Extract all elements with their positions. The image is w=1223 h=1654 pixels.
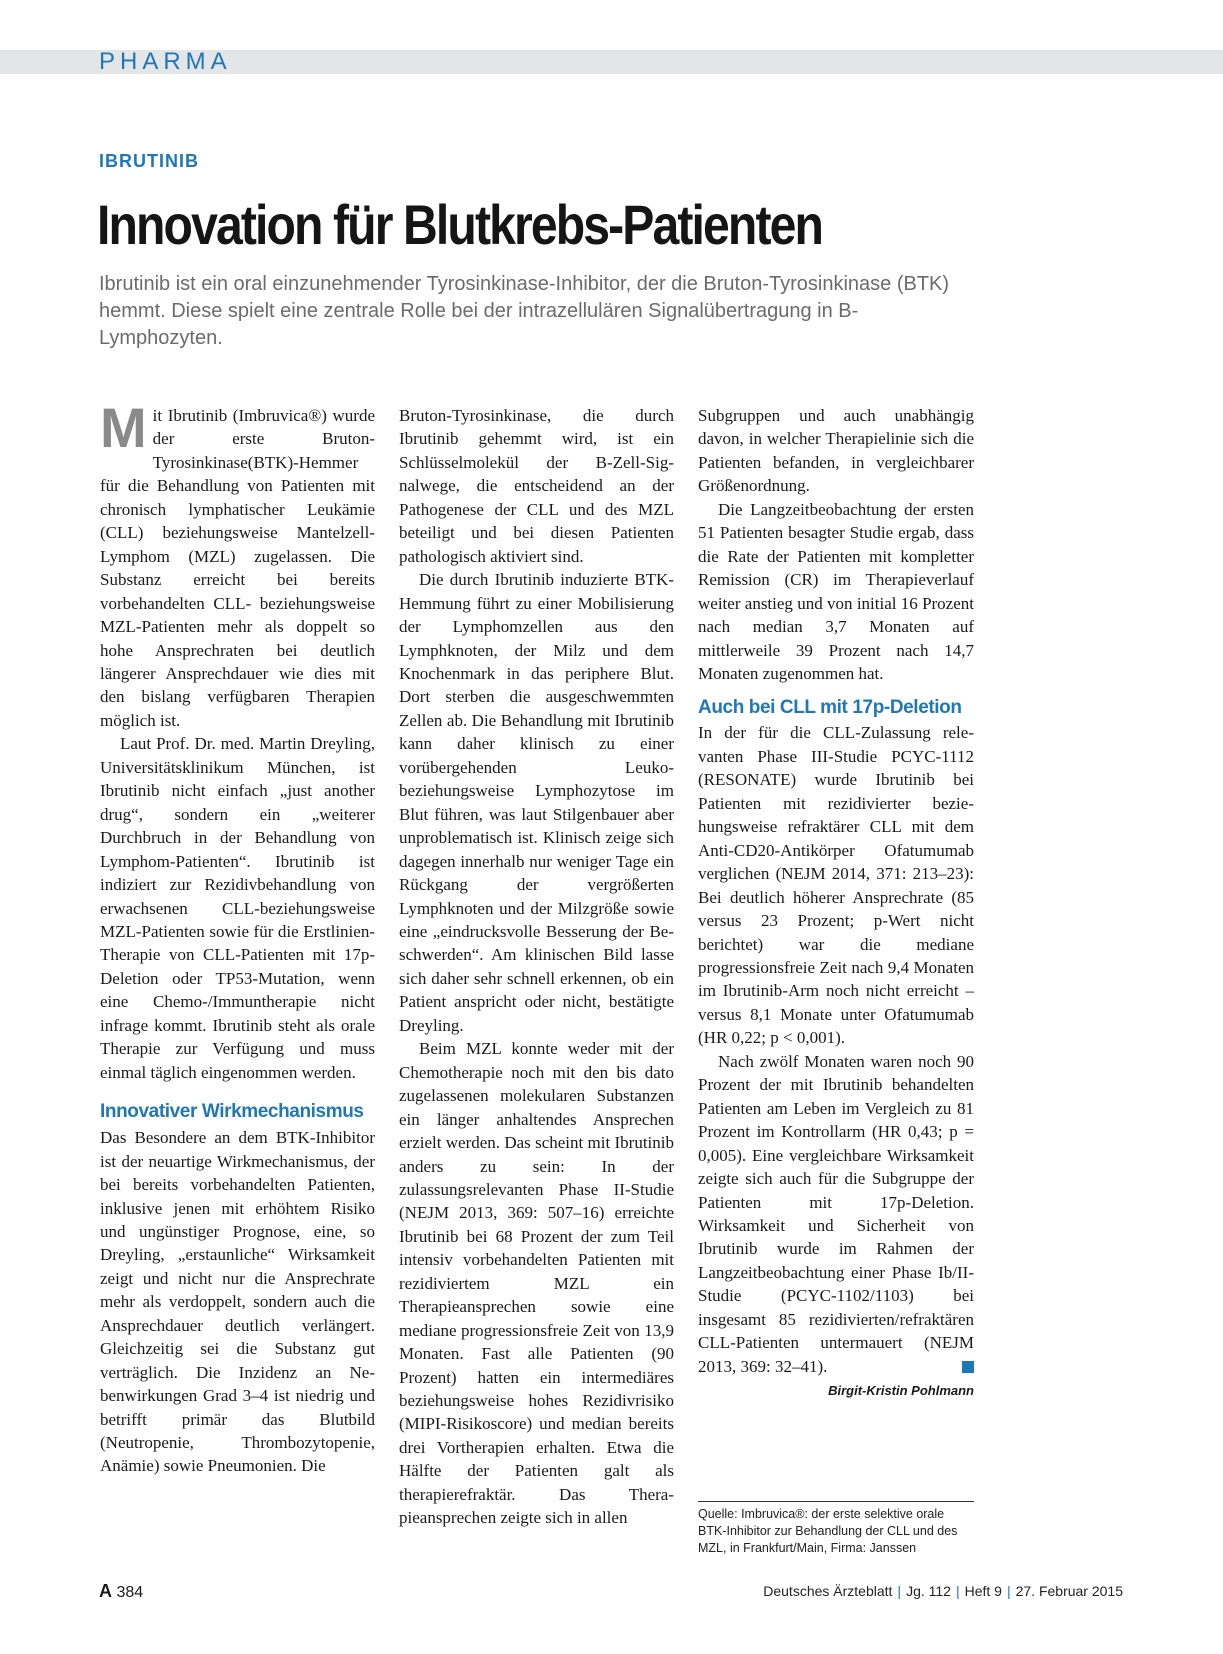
- end-mark-icon: [962, 1361, 974, 1373]
- journal-issue: Heft 9: [964, 1583, 1002, 1599]
- drop-cap: M: [100, 396, 147, 459]
- journal-volume: Jg. 112: [906, 1583, 951, 1599]
- page-number-value: 384: [116, 1584, 144, 1601]
- journal-date: 27. Februar 2015: [1015, 1583, 1123, 1599]
- paragraph-1-text: it Ibrutinib (Imbruvica®) wurde der erste Bruton-Tyrosinkinase(BTK)-Hemmer für die Behandlung von Patienten mit chronisch lymphatischer Leukämie (CLL) beziehungsweise Mantelzell-Lymphom (MZL) zugelassen. Die Substanz erreicht bei bereits vorbehandelten CLL- beziehungsweise MZL-Patienten mehr als doppelt so hohe Ansprechraten bei deutlich längerer Ansprechdauer wie dies mit den bislang verfügbaren Therapien möglich ist.: [100, 406, 375, 730]
- paragraph-8-text: Nach zwölf Monaten waren noch 90 Prozent der mit Ibrutinib behandelten Patienten am Leben im Vergleich zu 81 Prozent im Kontrollarm (HR 0,43; p = 0,005). Eine vergleichbare Wirksamkeit zeigte sich auch für die Subgruppe der Patienten mit 17p-Deletion. Wirksamkeit und Sicherheit von Ibrutinib wurde im Rahmen der Langzeitbeobachtung einer Phase Ib/II-Studie (PCYC-1102/1103) bei insgesamt 85 rezidivierten/refraktären CLL-Patienten untermauert (NEJM 2013, 369: 32–41).: [698, 1051, 974, 1376]
- source-note: Quelle: Imbruvica®: der erste selektive orale BTK-Inhibitor zur Behandlung der CLL und des MZL, in Frankfurt/Main, Firma: Janssen: [698, 1501, 974, 1557]
- paragraph-3-continued: Bruton-Tyrosinkinase, die durch Ibrutinib gehemmt wird, ist ein Schlüsselmolekül der B-Zell-Signalwege, die entscheidend an der Pathogenese der CLL und des MZL beteiligt und bei diesen Patienten pathologisch aktiviert sind.: [399, 406, 674, 566]
- footer-separator: |: [955, 1583, 960, 1599]
- article-headline: Innovation für Blutkrebs-Patienten: [97, 193, 823, 256]
- paragraph-8: [698, 1050, 974, 1378]
- page-number: [99, 1581, 143, 1602]
- footer-separator: |: [1006, 1583, 1011, 1599]
- paragraph-4: Die durch Ibrutinib induzierte BTK-Hemmung führt zu einer Mobilisierung der Lymphomzellen aus den Lymphknoten, der Milz und dem Knochenmark in das periphere Blut. Dort sterben die ausgeschwemmten Zellen ab. Die Behandlung mit Ibrutinib kann daher klinisch zu einer vorübergehenden Leuko- beziehungsweise Lymphozytose im Blut führen, was laut Stilgenbauer aber unproblematisch ist. Klinisch zeige sich dagegen innerhalb nur weniger Tage ein Rückgang der vergrößerten Lymphknoten und der Milzgröße sowie eine „eindrucksvolle Besserung der Beschwerden“. Am klinischen Bild lasse sich daher sehr schnell erkennen, ob ein Patient anspricht oder nicht, bestätigte Dreyling.: [399, 570, 674, 1035]
- subhead-wirkmechanismus: Innovativer Wirkmechanismus: [100, 1101, 364, 1123]
- paragraph-5: Beim MZL konnte weder mit der Chemotherapie noch mit den bis dato zugelassenen molekularen Substanzen ein länger anhaltendes Ansprechen erzielt werden. Das scheint mit Ibrutinib anders zu sein: In der zulassungsrelevanten Phase II-Studie (NEJM 2013, 369: 507–16) erreichte Ibrutinib bei 68 Prozent der zum Teil intensiv vorbehandelten Patienten mit rezidiviertem MZL ein Therapieansprechen sowie eine mediane progressionsfreie Zeit von 13,9 Monaten. Fast alle Patienten (90 Prozent) hatten ein intermediäres beziehungsweise hohes Rezidivrisiko (MIPI-Risikoscore) und median bereits drei Vortherapien erhalten. Etwa die Hälfte der Patienten galt als therapierefraktär. Das Therapieansprechen zeigte sich in allen: [399, 1039, 674, 1528]
- author-byline: Birgit-Kristin Pohlmann: [828, 1383, 974, 1399]
- article-column-3: [698, 404, 974, 1401]
- journal-footer: [763, 1583, 1123, 1599]
- article-column-2: [399, 404, 674, 1530]
- article-column-1: [100, 396, 375, 1478]
- article-lead: Ibrutinib ist ein oral einzunehmender Tyrosinkinase-Inhibitor, der die Bruton-Tyrosinkinase (BTK) hemmt. Diese spielt eine zentrale Rolle bei der intrazellulären Signalübertragung in B-Lymphozyten.: [99, 273, 950, 349]
- paragraph-7: In der für die CLL-Zulassung relevanten Phase III-Studie PCYC-1112 (RESONATE) wurde Ibrutinib bei Patienten mit rezidivierter beziehungsweise refraktärer CLL mit dem Anti-CD20-Antikörper Ofatumumab verglichen (NEJM 2014, 371: 213–23): Bei deutlich höherer Ansprechrate (85 versus 23 Prozent; p-Wert nicht berichtet) war die mediane progressionsfreie Zeit nach 9,4 Monaten im Ibrutinib-Arm noch nicht erreicht – versus 8,1 Monate unter Ofatumumab (HR 0,22; p < 0,001).: [698, 723, 974, 1048]
- paragraph-1: [100, 396, 375, 732]
- journal-name: Deutsches Ärzteblatt: [763, 1583, 893, 1599]
- paragraph-3: Das Besondere an dem BTK-Inhibitor ist der neuartige Wirkmechanismus, der bei bereits vorbehandelten Patienten, inklusive jenen mit erhöhtem Risiko und ungünstiger Prognose, eine, so Dreyling, „erstaunliche“ Wirksamkeit zeigt und nicht nur die Ansprechrate mehr als verdoppelt, sondern auch die Ansprechdauer deutlich verlängert. Gleichzeitig sei die Substanz gut verträglich. Die Inzidenz an Nebenwirkungen Grad 3–4 ist niedrig und betrifft primär das Blutbild (Neutropenie, Thrombozytopenie, Anämie) sowie Pneumonien. Die: [100, 1128, 375, 1476]
- paragraph-2: Laut Prof. Dr. med. Martin Dreyling, Universitätsklinikum München, ist Ibrutinib nicht einfach „just another drug“, sondern ein „weiterer Durchbruch in der Behandlung von Lymphom-Patienten“. Ibrutinib ist indiziert zur Rezidivbehandlung von erwachsenen CLL-beziehungsweise MZL-Patienten sowie für die Erstlinien-Therapie von CLL-Patienten mit 17p-Deletion oder TP53-Mutation, wenn eine Chemo-/Immuntherapie nicht infrage kommt. Ibrutinib steht als orale Therapie zur Verfügung und muss einmal täglich eingenommen werden.: [100, 734, 375, 1082]
- article-kicker: IBRUTINIB: [99, 151, 199, 171]
- page-prefix: A: [99, 1581, 112, 1601]
- paragraph-5-continued: Subgruppen und auch unabhängig davon, in welcher Therapielinie sich die Patienten befanden, in vergleichbarer Größenordnung.: [698, 406, 974, 496]
- subhead-17p-deletion: Auch bei CLL mit 17p-Deletion: [698, 697, 962, 719]
- paragraph-6: Die Langzeitbeobachtung der ersten 51 Patienten besagter Studie ergab, dass die Rate der Patienten mit kompletter Remission (CR) im Therapieverlauf weiter anstieg und von initial 16 Prozent nach median 3,7 Monaten auf mittlerweile 39 Prozent nach 14,7 Monaten zugenommen hat.: [698, 499, 974, 683]
- footer-separator: |: [897, 1583, 902, 1599]
- section-label: PHARMA: [99, 48, 232, 75]
